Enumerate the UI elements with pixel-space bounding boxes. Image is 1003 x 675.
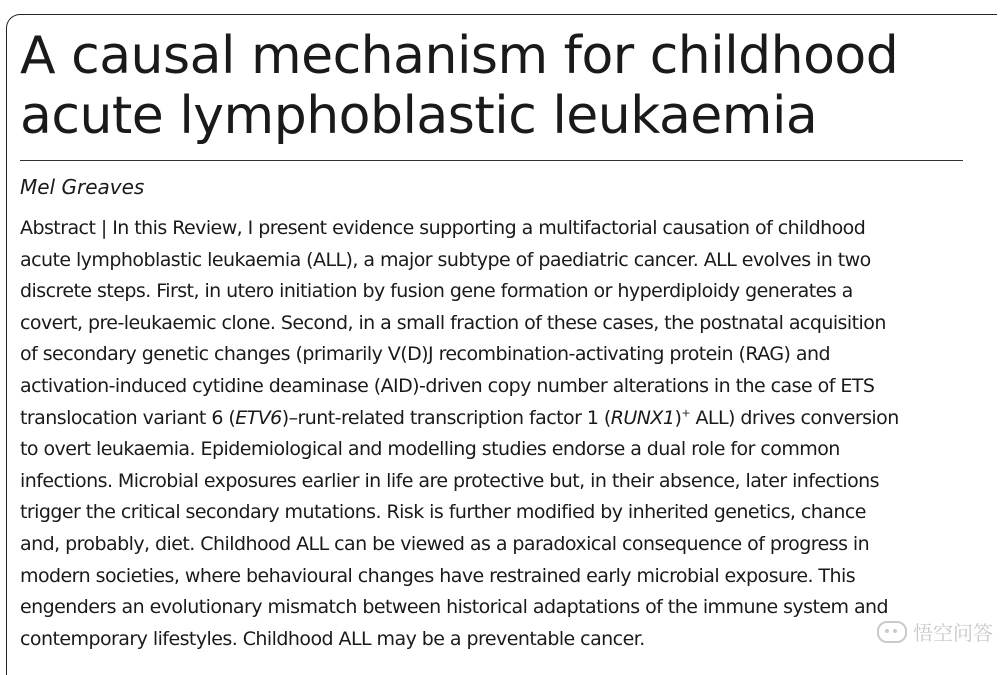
chat-bubble-icon [877,621,907,643]
abstract-line: and, probably, diet. Childhood ALL can be viewed as a paradoxical consequence of progress in [20,532,870,555]
gene-name: ETV6 [235,406,282,429]
abstract-text: ) [674,406,682,429]
abstract-line: to overt leukaemia. Epidemiological and modelling studies endorse a dual role for common [20,438,840,461]
article-title [20,26,898,146]
abstract-line: trigger the critical secondary mutations. Risk is further modified by inherited genetics, chance [20,501,866,524]
title-line: A causal mechanism for childhood [20,26,899,86]
abstract-line: discrete steps. First, in utero initiation by fusion gene formation or hyperdiploidy generates a [20,280,853,303]
abstract-label: Abstract | [20,217,113,239]
abstract-line: contemporary lifestyles. Childhood ALL may be a preventable cancer. [20,627,645,650]
gene-name: RUNX1 [610,406,675,429]
abstract [20,213,899,655]
abstract-text: ALL) drives conversion [689,406,899,429]
abstract-text: translocation variant 6 ( [20,406,236,429]
title-divider [20,160,963,161]
abstract-line: acute lymphoblastic leukaemia (ALL), a major subtype of paediatric cancer. ALL evolves in two [20,248,871,271]
abstract-line: infections. Microbial exposures earlier in life are protective but, in their absence, later infections [20,469,880,492]
abstract-line [20,403,899,435]
author-name: Mel Greaves [20,175,145,199]
superscript-plus: + [681,406,690,420]
abstract-text: )–runt-related transcription factor 1 ( [281,406,611,429]
abstract-line: activation-induced cytidine deaminase (AID)-driven copy number alterations in the case of ETS [20,374,875,397]
abstract-line: covert, pre-leukaemic clone. Second, in a small fraction of these cases, the postnatal acquisition [20,311,886,334]
abstract-line: engenders an evolutionary mismatch between historical adaptations of the immune system and [20,596,889,619]
abstract-line: of secondary genetic changes (primarily V(D)J recombination-activating protein (RAG) and [20,343,830,366]
abstract-line: modern societies, where behavioural changes have restrained early microbial exposure. This [20,564,856,587]
title-line: acute lymphoblastic leukaemia [20,86,818,146]
watermark [877,617,993,646]
watermark-text: 悟空问答 [913,621,993,645]
abstract-line [20,213,899,245]
abstract-text: In this Review, I present evidence supporting a multifactorial causation of childhood [112,217,866,239]
